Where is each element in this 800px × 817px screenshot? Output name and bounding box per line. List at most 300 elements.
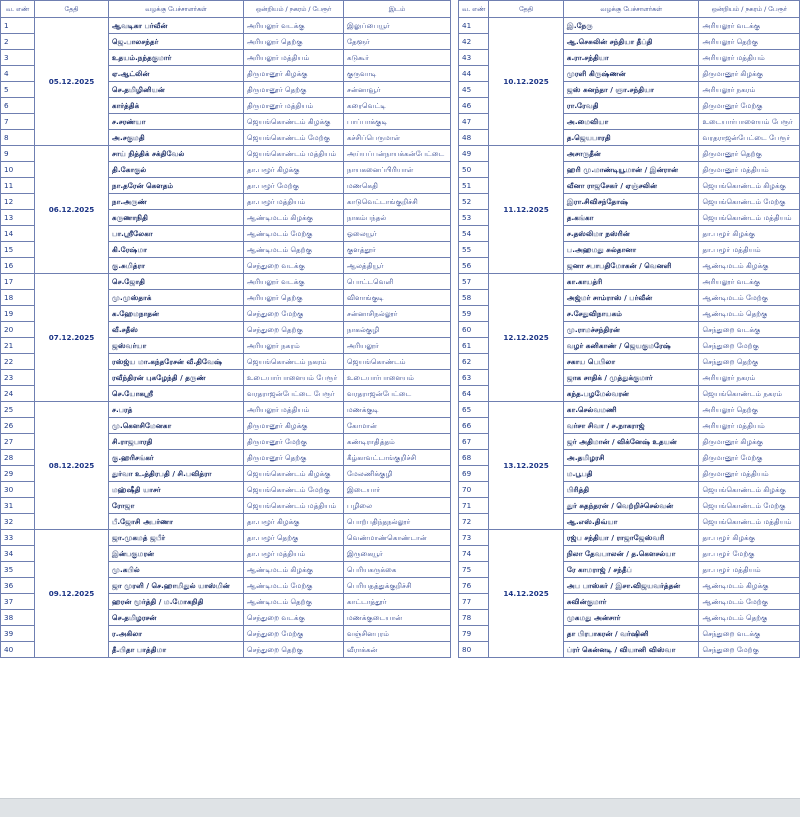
union-cell: ஜெயங்கொண்டம் மேற்கு — [244, 130, 344, 146]
place-cell: கோமான் — [344, 418, 451, 434]
union-cell: அரியலூர் வடக்கு — [244, 18, 344, 34]
union-cell: வரதராஜன்பேட்டை பேரூர் — [699, 130, 800, 146]
place-cell: பொட்டவெளி — [344, 274, 451, 290]
row-number: 12 — [1, 194, 35, 210]
table-row — [1, 274, 451, 290]
row-number: 16 — [1, 258, 35, 274]
union-cell: ஆண்டிமடம் மேற்கு — [244, 578, 344, 594]
schedule-table-right — [458, 0, 800, 658]
union-cell: ஆண்டிமடம் கிழக்கு — [244, 210, 344, 226]
union-cell: செந்துறை தெற்கு — [244, 642, 344, 658]
row-number: 72 — [459, 514, 489, 530]
speaker-name: ம.பூபதி — [563, 466, 699, 482]
place-cell: பழிலை — [344, 498, 451, 514]
speaker-name: கு.சுமித்ரா — [109, 258, 244, 274]
place-cell: மணகெதி — [344, 178, 451, 194]
row-number: 40 — [1, 642, 35, 658]
table-row — [459, 402, 800, 418]
union-cell: ஜெயங்கொண்டம் மேற்கு — [699, 498, 800, 514]
union-cell: திருமானூர் மேற்கு — [699, 98, 800, 114]
speaker-name: செ.ஜோதி — [109, 274, 244, 290]
union-cell: அரியலூர் வடக்கு — [699, 274, 800, 290]
place-cell: நாகல்குழி — [344, 322, 451, 338]
row-number: 19 — [1, 306, 35, 322]
place-cell: பாப்பாக்குடி — [344, 114, 451, 130]
row-number: 70 — [459, 482, 489, 498]
row-number: 60 — [459, 322, 489, 338]
speaker-name: அஜ்மர் சாம்ராஸ் / பர்வீன் — [563, 290, 699, 306]
table-row — [1, 402, 451, 418]
speaker-name: துர்வா உ.த்திரபதி / சி.பவித்ரா — [109, 466, 244, 482]
union-cell: ஆண்டிமடம் கிழக்கு — [699, 258, 800, 274]
union-cell: அரியலூர் மத்தியம் — [699, 50, 800, 66]
row-number: 18 — [1, 290, 35, 306]
union-cell: செந்துறை வடக்கு — [244, 258, 344, 274]
row-number: 48 — [459, 130, 489, 146]
speaker-name: சி.ராஜபாரதி — [109, 434, 244, 450]
speaker-name: ரா.ரேவதி — [563, 98, 699, 114]
speaker-name: அசாருதீன் — [563, 146, 699, 162]
speaker-name: அ.மைவியா — [563, 114, 699, 130]
row-number: 66 — [459, 418, 489, 434]
union-cell: தா.பழூர் கிழக்கு — [699, 530, 800, 546]
speaker-name: உதயம்.நந்தகுமார் — [109, 50, 244, 66]
union-cell: செந்துறை தெற்கு — [244, 322, 344, 338]
place-cell: பொற்பதிந்தநல்லூர் — [344, 514, 451, 530]
row-number: 24 — [1, 386, 35, 402]
union-cell: தா.பழூர் மத்தியம் — [244, 546, 344, 562]
speaker-name: பா.ஸ்ரீலேகா — [109, 226, 244, 242]
union-cell: அரியலூர் மத்தியம் — [699, 418, 800, 434]
union-cell: ஜெயங்கொண்டம் நகரம் — [699, 386, 800, 402]
place-cell: சன்னாசிநல்லூர் — [344, 306, 451, 322]
speaker-name: த.ஜெயபாரதி — [563, 130, 699, 146]
row-number: 54 — [459, 226, 489, 242]
schedule-table-left — [0, 0, 451, 658]
speaker-name: தீ.பிதா பாத்திமா — [109, 642, 244, 658]
header-row — [459, 1, 800, 18]
speaker-name: கருணாநிதி — [109, 210, 244, 226]
row-number: 38 — [1, 610, 35, 626]
union-cell: வரதராஜன்பேட்டை பேரூர் — [244, 386, 344, 402]
table-row — [1, 18, 451, 34]
row-number: 58 — [459, 290, 489, 306]
union-cell: ஜெயங்கொண்டம் கிழக்கு — [244, 466, 344, 482]
union-cell: ஆண்டிமடம் மேற்கு — [244, 226, 344, 242]
speaker-name: ஜர் அதிமான் / விக்னேஷ் உதயன் — [563, 434, 699, 450]
row-number: 2 — [1, 34, 35, 50]
row-number: 75 — [459, 562, 489, 578]
date-cell: 12.12.2025 — [489, 274, 564, 402]
union-cell: உடையார்பாளையம் பேரூர் — [244, 370, 344, 386]
row-number: 15 — [1, 242, 35, 258]
union-cell: தா.பழூர் கிழக்கு — [699, 226, 800, 242]
speaker-name: க.ரா.சந்தியா — [563, 50, 699, 66]
speaker-name: முரளி கிருஷ்ணன் — [563, 66, 699, 82]
row-number: 76 — [459, 578, 489, 594]
union-cell: செந்துறை மேற்கு — [244, 626, 344, 642]
date-cell: 10.12.2025 — [489, 18, 564, 146]
row-number: 52 — [459, 194, 489, 210]
union-cell: செந்துறை மேற்கு — [699, 642, 800, 658]
place-cell: இடையார் — [344, 482, 451, 498]
row-number: 7 — [1, 114, 35, 130]
union-cell: ஜெயங்கொண்டம் மேற்கு — [244, 482, 344, 498]
union-cell: திருமானூர் தெற்கு — [699, 146, 800, 162]
row-number: 61 — [459, 338, 489, 354]
place-cell: குருவாடி — [344, 66, 451, 82]
row-number: 25 — [1, 402, 35, 418]
union-cell: தா.பழூர் மத்தியம் — [699, 242, 800, 258]
speaker-name: ரவீந்திரன் புகழேந்தி / தருண் — [109, 370, 244, 386]
row-number: 21 — [1, 338, 35, 354]
speaker-name: வர்சா சிவா / ச.நாகராஜ் — [563, 418, 699, 434]
row-number: 3 — [1, 50, 35, 66]
speaker-name: அ.தமிழரசி — [563, 450, 699, 466]
speaker-name: ப்ரர் கென்னடி / வியானி விஸ்வா — [563, 642, 699, 658]
speaker-name: இரா.சிவிசந்தோஷ் — [563, 194, 699, 210]
speaker-name: தி.கோகுல் — [109, 162, 244, 178]
union-cell: ஜெயங்கொண்டம் மத்தியம் — [244, 146, 344, 162]
speaker-name: ச.தஸ்லிமா நஸ்ரின் — [563, 226, 699, 242]
place-cell: இருகையூர் — [344, 546, 451, 562]
place-cell: கடுகூர் — [344, 50, 451, 66]
date-cell: 08.12.2025 — [35, 402, 109, 530]
union-cell: அரியலூர் தெற்கு — [699, 34, 800, 50]
header-date: தேதி — [35, 1, 109, 18]
row-number: 53 — [459, 210, 489, 226]
row-number: 8 — [1, 130, 35, 146]
speaker-name: ஏ.ஆட்லின் — [109, 66, 244, 82]
speaker-name: முகமது அன்சார் — [563, 610, 699, 626]
union-cell: ஆண்டிமடம் தெற்கு — [244, 594, 344, 610]
row-number: 44 — [459, 66, 489, 82]
speaker-name: ஜாக சாதிக் / முத்துக்குமார் — [563, 370, 699, 386]
union-cell: திருமானூர் மத்தியம் — [244, 98, 344, 114]
union-cell: ஆண்டிமடம் தெற்கு — [699, 610, 800, 626]
speaker-name: ஆ.எஸ்.திவ்யா — [563, 514, 699, 530]
speaker-name: பீ.ஜோசி அபர்ணா — [109, 514, 244, 530]
speaker-name: மு.ராமச்சந்திரன் — [563, 322, 699, 338]
union-cell: அரியலூர் தெற்கு — [244, 34, 344, 50]
place-cell: ஆலத்தியூர் — [344, 258, 451, 274]
header-date: தேதி — [489, 1, 564, 18]
union-cell: திருமானூர் கிழக்கு — [699, 434, 800, 450]
union-cell: ஜெயங்கொண்டம் கிழக்கு — [699, 178, 800, 194]
union-cell: ஜெயங்கொண்டம் நகரம் — [244, 354, 344, 370]
row-number: 10 — [1, 162, 35, 178]
place-cell: ஜெயங்கொண்டம் — [344, 354, 451, 370]
speaker-name: மஹ்ஷீதி யாசர் — [109, 482, 244, 498]
place-cell: கரைவெட்டி — [344, 98, 451, 114]
row-number: 57 — [459, 274, 489, 290]
union-cell: திருமானூர் கிழக்கு — [244, 418, 344, 434]
row-number: 46 — [459, 98, 489, 114]
union-cell: திருமானூர் மத்தியம் — [699, 466, 800, 482]
speaker-name: ரோஜா — [109, 498, 244, 514]
row-number: 50 — [459, 162, 489, 178]
speaker-name: நிலா தேவபாலன் / த.கௌசல்யா — [563, 546, 699, 562]
place-cell: வஞ்சினபுரம் — [344, 626, 451, 642]
table-row — [459, 18, 800, 34]
speaker-name: துர் சுதந்தரன் / வெற்றிச்செல்வன் — [563, 498, 699, 514]
table-body-right — [459, 18, 800, 658]
union-cell: தா.பழூர் மத்தியம் — [699, 562, 800, 578]
speaker-name: செ.யோகஸ்ரீ — [109, 386, 244, 402]
row-number: 33 — [1, 530, 35, 546]
place-cell: சன்னாவூர் — [344, 82, 451, 98]
union-cell: செந்துறை மேற்கு — [244, 306, 344, 322]
place-cell: கண்டிராதித்தம் — [344, 434, 451, 450]
union-cell: ஆண்டிமடம் தெற்கு — [699, 306, 800, 322]
place-cell: இலுப்பையூர் — [344, 18, 451, 34]
union-cell: திருமானூர் கிழக்கு — [244, 66, 344, 82]
row-number: 23 — [1, 370, 35, 386]
row-number: 49 — [459, 146, 489, 162]
union-cell: அரியலூர் தெற்கு — [699, 402, 800, 418]
header-sno: வ. எண் — [459, 1, 489, 18]
place-cell: அய்யப்பன்நாயக்கன்பேட்டை — [344, 146, 451, 162]
row-number: 36 — [1, 578, 35, 594]
place-cell: பெரியதத்துக்குறிச்சி — [344, 578, 451, 594]
place-cell: வெண்மாண்கொண்டான் — [344, 530, 451, 546]
row-number: 26 — [1, 418, 35, 434]
speaker-name: செ.தமிழினியன் — [109, 82, 244, 98]
row-number: 4 — [1, 66, 35, 82]
speaker-name: ஆ.செசுலின் சந்தியா தீப்தி — [563, 34, 699, 50]
speaker-name: கந்த.பழமேல்வரன் — [563, 386, 699, 402]
speaker-name: இ.நேரு — [563, 18, 699, 34]
row-number: 68 — [459, 450, 489, 466]
speaker-name: ஹரி மு.மாண்டியூமான் / இன்ரான் — [563, 162, 699, 178]
place-cell: காடுவெட்டாங்குறிச்சி — [344, 194, 451, 210]
row-number: 67 — [459, 434, 489, 450]
place-cell: தேளூர் — [344, 34, 451, 50]
speaker-name: நா.தரேன் கௌதம் — [109, 178, 244, 194]
union-cell: அரியலூர் தெற்கு — [244, 290, 344, 306]
speaker-name: வீனா ராஜசேகர் / ஏஞ்சலின் — [563, 178, 699, 194]
union-cell: செந்துறை மேற்கு — [699, 338, 800, 354]
place-cell: விளாங்குடி — [344, 290, 451, 306]
speaker-name: மு.முஸ்தாக் — [109, 290, 244, 306]
union-cell: ஆண்டிமடம் மேற்கு — [699, 594, 800, 610]
place-cell: கீழ்காவட்டாங்குறிச்சி — [344, 450, 451, 466]
place-cell: ஓலையூர் — [344, 226, 451, 242]
table-row — [459, 530, 800, 546]
row-number: 27 — [1, 434, 35, 450]
speaker-name: ஜஸ்வர்யா — [109, 338, 244, 354]
place-cell: குளத்தூர் — [344, 242, 451, 258]
row-number: 78 — [459, 610, 489, 626]
union-cell: ஆண்டிமடம் கிழக்கு — [699, 578, 800, 594]
speaker-name: ச.சரண்யா — [109, 114, 244, 130]
union-cell: அரியலூர் வடக்கு — [244, 274, 344, 290]
union-cell: திருமானூர் கிழக்கு — [699, 66, 800, 82]
union-cell: ஜெயங்கொண்டம் மத்தியம் — [244, 498, 344, 514]
table-row — [459, 146, 800, 162]
row-number: 63 — [459, 370, 489, 386]
speaker-name: ரஜ்ப சந்தியா / ராஜாஜேஸ்வரி — [563, 530, 699, 546]
speaker-name: ரே காமராஜ் / சந்தீப் — [563, 562, 699, 578]
row-number: 13 — [1, 210, 35, 226]
row-number: 43 — [459, 50, 489, 66]
speaker-name: நா.அருண் — [109, 194, 244, 210]
speaker-name: அ.சகுமதி — [109, 130, 244, 146]
speaker-name: ஜா.முகமத் ஜபீர் — [109, 530, 244, 546]
speaker-name: ச.பரத் — [109, 402, 244, 418]
row-number: 30 — [1, 482, 35, 498]
row-number: 1 — [1, 18, 35, 34]
place-cell: மணக்குடையான் — [344, 610, 451, 626]
speaker-name: ப.அஹமது சுல்தானா — [563, 242, 699, 258]
date-cell: 13.12.2025 — [489, 402, 564, 530]
place-cell: மணக்குடி — [344, 402, 451, 418]
place-cell: பெரியகருக்கை — [344, 562, 451, 578]
row-number: 65 — [459, 402, 489, 418]
row-number: 59 — [459, 306, 489, 322]
row-number: 74 — [459, 546, 489, 562]
row-number: 71 — [459, 498, 489, 514]
union-cell: செந்துறை வடக்கு — [699, 626, 800, 642]
table-body-left — [1, 18, 451, 658]
row-number: 73 — [459, 530, 489, 546]
row-number: 35 — [1, 562, 35, 578]
header-speaker: வழக்கு பேச்சாளர்கள் — [109, 1, 244, 18]
row-number: 28 — [1, 450, 35, 466]
date-cell: 14.12.2025 — [489, 530, 564, 658]
speaker-name: ஹரன் மூர்த்தி / ம.மோகநிதி — [109, 594, 244, 610]
row-number: 9 — [1, 146, 35, 162]
row-number: 77 — [459, 594, 489, 610]
union-cell: திருமானூர் மத்தியம் — [699, 162, 800, 178]
union-cell: செந்துறை வடக்கு — [244, 610, 344, 626]
speaker-name: பிரித்தி — [563, 482, 699, 498]
place-cell: கச்சிப்பெருமாள் — [344, 130, 451, 146]
speaker-name: ஜெ.பாலசந்தர் — [109, 34, 244, 50]
row-number: 55 — [459, 242, 489, 258]
speaker-name: க.ஹேமநாதன் — [109, 306, 244, 322]
place-cell: மேலணிக்குழி — [344, 466, 451, 482]
union-cell: திருமானூர் தெற்கு — [244, 82, 344, 98]
row-number: 22 — [1, 354, 35, 370]
header-speaker: வழக்கு பேச்சாளர்கள் — [563, 1, 699, 18]
union-cell: அரியலூர் மத்தியம் — [244, 50, 344, 66]
union-cell: ஜெயங்கொண்டம் கிழக்கு — [699, 482, 800, 498]
speaker-name: செ.தமிழரசன் — [109, 610, 244, 626]
speaker-name: வீ.சதீஸ் — [109, 322, 244, 338]
row-number: 34 — [1, 546, 35, 562]
table-row — [1, 530, 451, 546]
union-cell: தா.பழூர் கிழக்கு — [244, 162, 344, 178]
speaker-name: ஆவடிகா பர்வீன் — [109, 18, 244, 34]
union-cell: அரியலூர் நகரம் — [699, 82, 800, 98]
date-cell: 09.12.2025 — [35, 530, 109, 658]
speaker-name: ஜா முரளி / செ.ஹாமிதுல் யாஸ்மின் — [109, 578, 244, 594]
row-number: 11 — [1, 178, 35, 194]
speaker-name: சகாய பெபிலா — [563, 354, 699, 370]
row-number: 39 — [1, 626, 35, 642]
union-cell: அரியலூர் வடக்கு — [699, 18, 800, 34]
speaker-name: மு.கௌசிமேனகா — [109, 418, 244, 434]
union-cell: உடையார்பாளையம் பேரூர் — [699, 114, 800, 130]
header-union: ஒன்றியம் / நகரம் / பேரூர் — [244, 1, 344, 18]
union-cell: தா.பழூர் தெற்கு — [244, 530, 344, 546]
row-number: 29 — [1, 466, 35, 482]
row-number: 32 — [1, 514, 35, 530]
place-cell: நாயகனைப்பிரியாள் — [344, 162, 451, 178]
row-number: 56 — [459, 258, 489, 274]
union-cell: தா.பழூர் மேற்கு — [699, 546, 800, 562]
speaker-name: கி.ரேஷ்மா — [109, 242, 244, 258]
union-cell: தா.பழூர் கிழக்கு — [244, 514, 344, 530]
speaker-name: ச.சேதுவிநாயகம் — [563, 306, 699, 322]
union-cell: தா.பழூர் மத்தியம் — [244, 194, 344, 210]
place-cell: நாகம்பந்தல் — [344, 210, 451, 226]
speaker-name: கா.செல்வமணி — [563, 402, 699, 418]
speaker-name: ர.அகிலா — [109, 626, 244, 642]
speaker-name: இன்பகுமரன் — [109, 546, 244, 562]
row-number: 41 — [459, 18, 489, 34]
row-number: 51 — [459, 178, 489, 194]
row-number: 80 — [459, 642, 489, 658]
speaker-name: ஜஸ் சுனந்தா / ஞா.சந்தியா — [563, 82, 699, 98]
union-cell: ஆண்டிமடம் தெற்கு — [244, 242, 344, 258]
union-cell: செந்துறை வடக்கு — [699, 322, 800, 338]
row-number: 31 — [1, 498, 35, 514]
speaker-name: வழர் கனிகாண் / ஜெயகுமரேஷ் — [563, 338, 699, 354]
place-cell: அரியலூர் — [344, 338, 451, 354]
speaker-name: ரஸ்ஜ்ய மா.கந்தரேசன் வீ.திவேஷ் — [109, 354, 244, 370]
union-cell: திருமானூர் மேற்கு — [244, 434, 344, 450]
date-cell: 06.12.2025 — [35, 146, 109, 274]
speaker-name: சாய் நித்திக் சக்திவேல் — [109, 146, 244, 162]
place-cell: காட்டாத்தூர் — [344, 594, 451, 610]
place-cell: வரதராஜன்பேட்டை — [344, 386, 451, 402]
row-number: 6 — [1, 98, 35, 114]
speaker-name: சுவின்குமார் — [563, 594, 699, 610]
header-sno: வ. எண் — [1, 1, 35, 18]
speaker-name: கா.காயத்ரி — [563, 274, 699, 290]
union-cell: திருமானூர் தெற்கு — [244, 450, 344, 466]
union-cell: அரியலூர் நகரம் — [244, 338, 344, 354]
row-number: 5 — [1, 82, 35, 98]
union-cell: ஜெயங்கொண்டம் மத்தியம் — [699, 514, 800, 530]
union-cell: தா.பழூர் மேற்கு — [244, 178, 344, 194]
union-cell: ஆண்டிமடம் கிழக்கு — [244, 562, 344, 578]
row-number: 14 — [1, 226, 35, 242]
union-cell: ஆண்டிமடம் மேற்கு — [699, 290, 800, 306]
table-row — [459, 274, 800, 290]
speaker-name: அப பாஸ்கர் / இசா.விஜயவர்த்தன் — [563, 578, 699, 594]
table-row — [1, 146, 451, 162]
date-cell: 05.12.2025 — [35, 18, 109, 146]
date-cell: 11.12.2025 — [489, 146, 564, 274]
row-number: 79 — [459, 626, 489, 642]
row-number: 42 — [459, 34, 489, 50]
row-number: 17 — [1, 274, 35, 290]
header-place: இடம் — [344, 1, 451, 18]
speaker-name: கு.ஹரிசங்கர் — [109, 450, 244, 466]
speaker-name: கார்த்திக் — [109, 98, 244, 114]
row-number: 20 — [1, 322, 35, 338]
union-cell: ஜெயங்கொண்டம் மேற்கு — [699, 194, 800, 210]
row-number: 37 — [1, 594, 35, 610]
speaker-name: த.கங்கா — [563, 210, 699, 226]
bottom-bar — [0, 798, 800, 817]
speaker-name: மு.கபில் — [109, 562, 244, 578]
header-union: ஒன்றியம் / நகரம் / பேரூர் — [699, 1, 800, 18]
union-cell: ஜெயங்கொண்டம் மத்தியம் — [699, 210, 800, 226]
